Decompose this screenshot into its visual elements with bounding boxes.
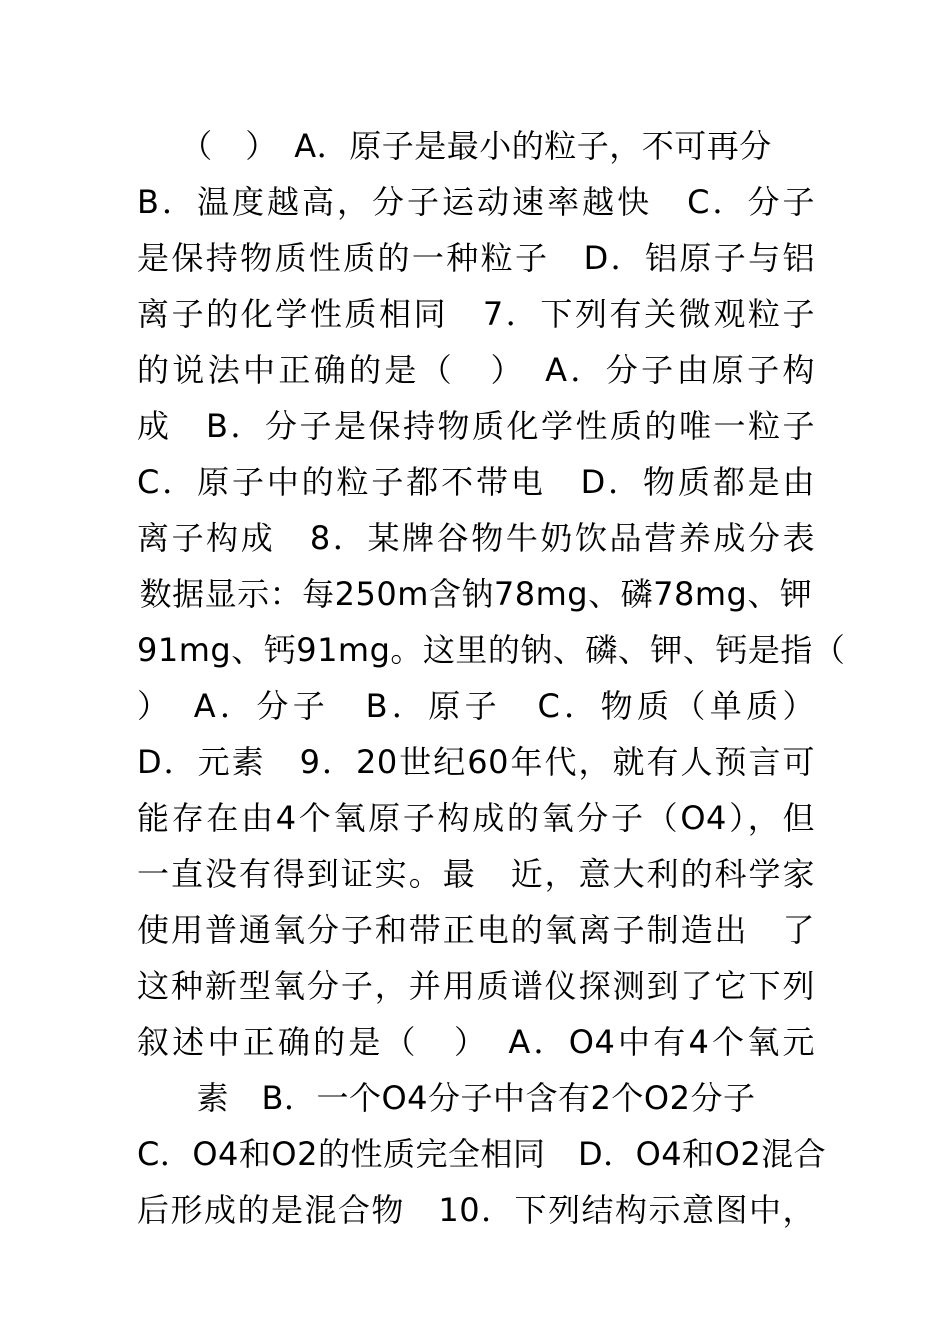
text-line: B．温度越高，分子运动速率越快 C．分子 (137, 183, 815, 221)
text-line: 这种新型氧分子，并用质谱仪探测到了它下列 (137, 967, 815, 1005)
text-line: C．原子中的粒子都不带电 D．物质都是由 (137, 463, 815, 501)
text-line: 使用普通氧分子和带正电的氧离子制造出 了 (137, 911, 815, 949)
text-line: 离子构成 8．某牌谷物牛奶饮品营养成分表 (137, 519, 815, 557)
text-line: 数据显示：每250m含钠78mg、磷78mg、钾 (139, 575, 813, 613)
text-line: 后形成的是混合物 10．下列结构示意图中， (137, 1191, 815, 1229)
text-line: 的说法中正确的是（ ） A．分子由原子构 (137, 351, 815, 389)
text-line: ） A．分子 B．原子 C．物质（单质） (137, 687, 815, 725)
text-line: 能存在由4个氧原子构成的氧分子（O4），但 (137, 799, 815, 837)
text-line: 叙述中正确的是（ ） A．O4中有4个氧元 (137, 1023, 815, 1061)
text-line: D．元素 9．20世纪60年代，就有人预言可 (137, 743, 815, 781)
text-line: 91mg、钙91mg。这里的钠、磷、钾、钙是指（ (137, 631, 846, 669)
text-line: 素 B．一个O4分子中含有2个O2分子 (196, 1079, 756, 1117)
text-line: 离子的化学性质相同 7．下列有关微观粒子 (137, 295, 815, 333)
text-line: C．O4和O2的性质完全相同 D．O4和O2混合 (137, 1135, 827, 1173)
text-line: 是保持物质性质的一种粒子 D．铝原子与铝 (137, 239, 815, 277)
text-line: 成 B．分子是保持物质化学性质的唯一粒子 (137, 407, 815, 445)
text-line: （ ） A．原子是最小的粒子，不可再分 (180, 127, 772, 165)
text-line: 一直没有得到证实。最 近，意大利的科学家 (137, 855, 815, 893)
